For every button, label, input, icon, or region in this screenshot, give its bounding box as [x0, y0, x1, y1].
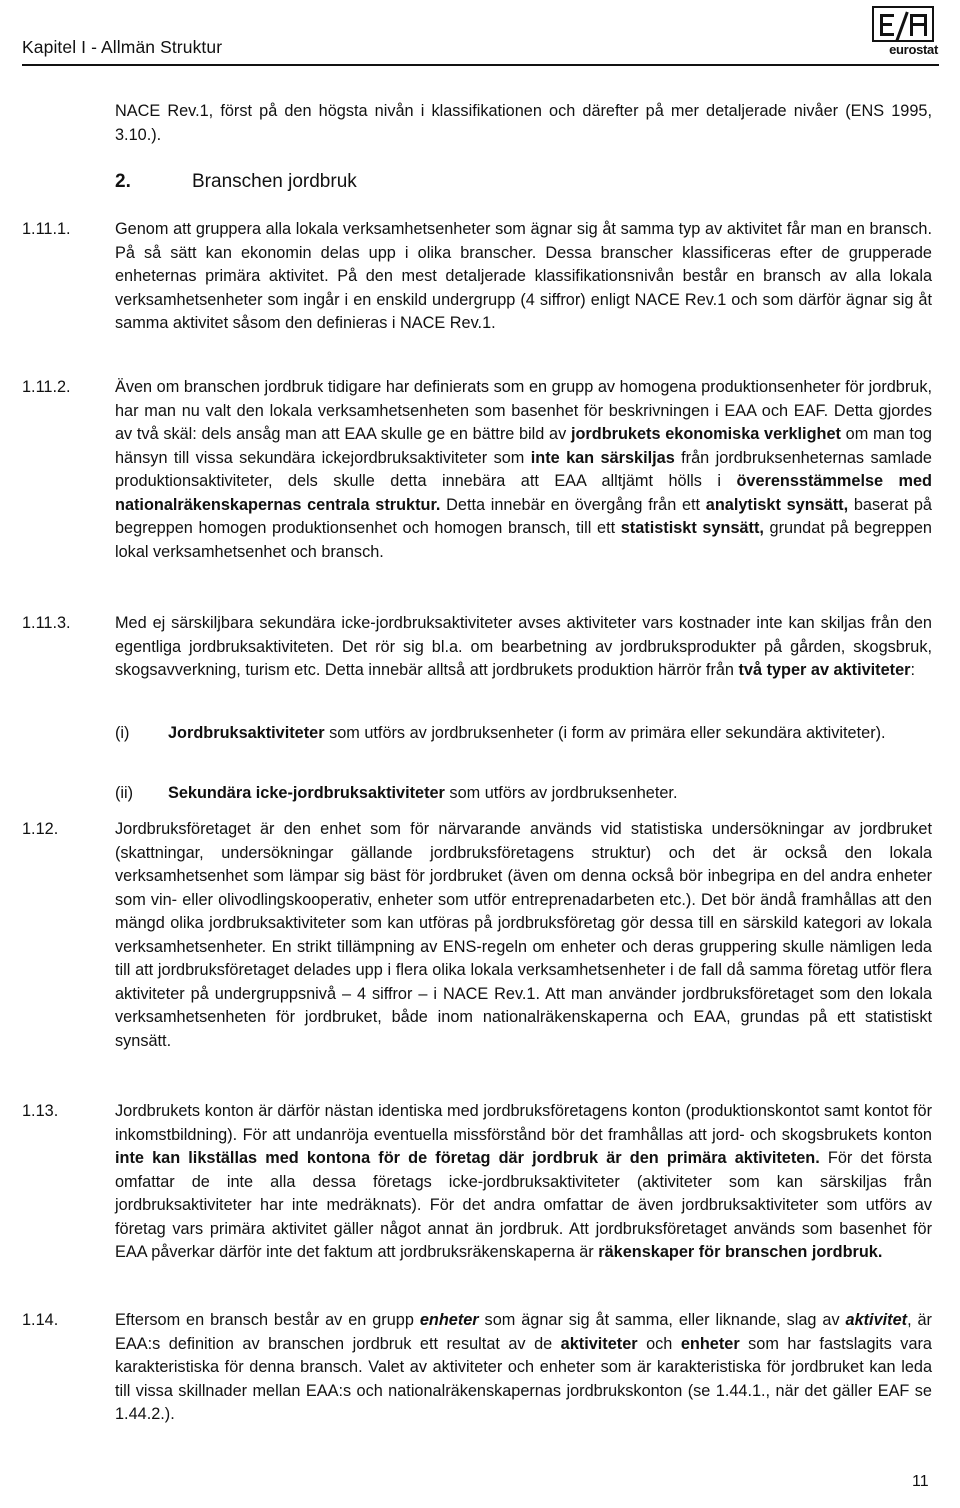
- section-number: 2.: [115, 171, 131, 192]
- eurostat-logo-mark: [872, 6, 934, 42]
- section-title: Branschen jordbruk: [192, 171, 357, 192]
- paragraph-text: Jordbruksföretaget är den enhet som för närvarande används vid statistiska undersökningar av jordbruket (skattningar, undersökningar gällande jordbruksföretagens struktur) och det är också den lokala verksamhetsenhet som lämpar sig bäst för jordbruket (även om denna också bör inbegripa en del andra enheter som vin- eller olivodlingskooperativ, enheter som utför entreprenadarbeten etc.). Det bör ändå framhållas att den mängd olika jordbruksaktiviteter som kan utföras på jordbruksföretag gör dessa till en särskild kategori av lokala verksamhetsenheter. En strikt tillämpning av ENS-regeln om enheter och deras gruppering skulle nämligen leda till att jordbruksföretaget delades upp i flera olika lokala verksamhetsenheter i de fall då samma företag utför flera aktiviteter på undergruppsnivå – 4 siffror – i NACE Rev.1. Att man använder jordbruksföretaget som den lokala verksamhetsenheten för jordbruket, både inom nationalräkenskaperna och EAA, grundas på ett statistiskt synsätt.: [115, 820, 932, 1050]
- paragraph-text: Genom att gruppera alla lokala verksamhetsenheter som ägnar sig åt samma typ av aktivitet får man en bransch. På så sätt kan ekonomin delas upp i olika branscher. Dessa branscher klassificeras efter de grupperade enheternas primära aktivitet. På den mest detaljerade klassifikationsnivån består en bransch av alla lokala verksamhetsenheter som ingår i en enskild undergrupp (4 siffror) enligt NACE Rev.1 och som därför ägnar sig åt samma aktivitet såsom den definieras i NACE Rev.1.: [115, 220, 932, 332]
- paragraph-number: 1.11.3.: [22, 614, 71, 632]
- paragraph-number: 1.14.: [22, 1311, 59, 1329]
- list-item-text: Jordbruksaktiviteter som utförs av jordbruksenheter (i form av primära eller sekundära aktiviteter).: [168, 724, 886, 742]
- eurostat-logo: [868, 6, 938, 57]
- list-item-label: (ii): [115, 784, 134, 802]
- paragraph-text: Eftersom en bransch består av en grupp enheter som ägnar sig åt samma, eller liknande, slag av aktivitet, är EAA:s definition av branschen jordbruk ett resultat av de aktiviteter och enheter som har fastslagits vara karakteristiska för denna bransch. Valet av aktiviteter och enheter som är karakteristiska för jordbruket kan leda till vissa skillnader mellan EAA:s och nationalräkenskapernas jordbrukskonton (se 1.44.1., när det gäller EAF se 1.44.2.).: [115, 1311, 932, 1423]
- intro-text: NACE Rev.1, först på den högsta nivån i klassifikationen och därefter på mer detaljerade nivåer (ENS 1995, 3.10.).: [115, 102, 932, 144]
- paragraph-number: 1.13.: [22, 1102, 59, 1120]
- paragraph-number: 1.12.: [22, 820, 59, 838]
- list-item-text: Sekundära icke-jordbruksaktiviteter som utförs av jordbruksenheter.: [168, 784, 678, 802]
- paragraph-text: Även om branschen jordbruk tidigare har definierats som en grupp av homogena produktionsenheter för jordbruk, har man nu valt den lokala verksamhetsenheten som basenhet för beskrivningen i EAA och EAF. Detta gjordes av två skäl: dels ansåg man att EAA skulle ge en bättre bild av jordbrukets ekonomiska verklighet om man tog hänsyn till vissa sekundära ickejordbruksaktiviteter som inte kan särskiljas från jordbruksenheternas samlade produktionsaktiviteter, dels skulle detta innebära att EAA alltjämt hölls i överensstämmelse med nationalräkenskapernas centrala struktur. Detta innebär en övergång från ett analytiskt synsätt, baserat på begreppen homogen produktionsenhet och homogen bransch, till ett statistiskt synsätt, grundat på begreppen lokal verksamhetsenhet och bransch.: [115, 378, 932, 561]
- eurostat-logo-text: eurostat: [889, 42, 938, 57]
- chapter-header: Kapitel I - Allmän Struktur: [22, 37, 223, 57]
- paragraph-text: Med ej särskiljbara sekundära icke-jordbruksaktiviteter avses aktiviteter vars kostnader inte kan skiljas från den egentliga jordbruksaktiviteten. Det rör sig bl.a. om bearbetning av jordbruksprodukter på gården, skogsbruk, skogsavverkning, turism etc. Detta innebär alltså att jordbrukets produktion härrör från två typer av aktiviteter:: [115, 614, 932, 679]
- header-rule: [22, 64, 939, 66]
- paragraph-text: Jordbrukets konton är därför nästan identiska med jordbruksföretagens konton (produktionskontot samt kontot för inkomstbildning). För att undanröja eventuella missförstånd bör det framhållas att jord- och skogsbrukets konton inte kan likställas med kontona för de företag där jordbruk är den primära aktiviteten. För det första omfattar de inte alla dessa företags icke-jordbruksaktiviteter (aktiviteter som kan särskiljas från jordbruksaktiviteter har inte medräknats). För det andra omfattar de även jordbruksaktiviteter som utförs av företag vars primära aktivitet gäller något annat än jordbruk. Att jordbruksföretaget används som basenhet för EAA påverkar därför inte det faktum att jordbruksräkenskaperna är räkenskaper för branschen jordbruk.: [115, 1102, 932, 1261]
- page-number: 11: [912, 1473, 929, 1490]
- paragraph-number: 1.11.1.: [22, 220, 71, 238]
- list-item-label: (i): [115, 724, 130, 742]
- paragraph-number: 1.11.2.: [22, 378, 71, 396]
